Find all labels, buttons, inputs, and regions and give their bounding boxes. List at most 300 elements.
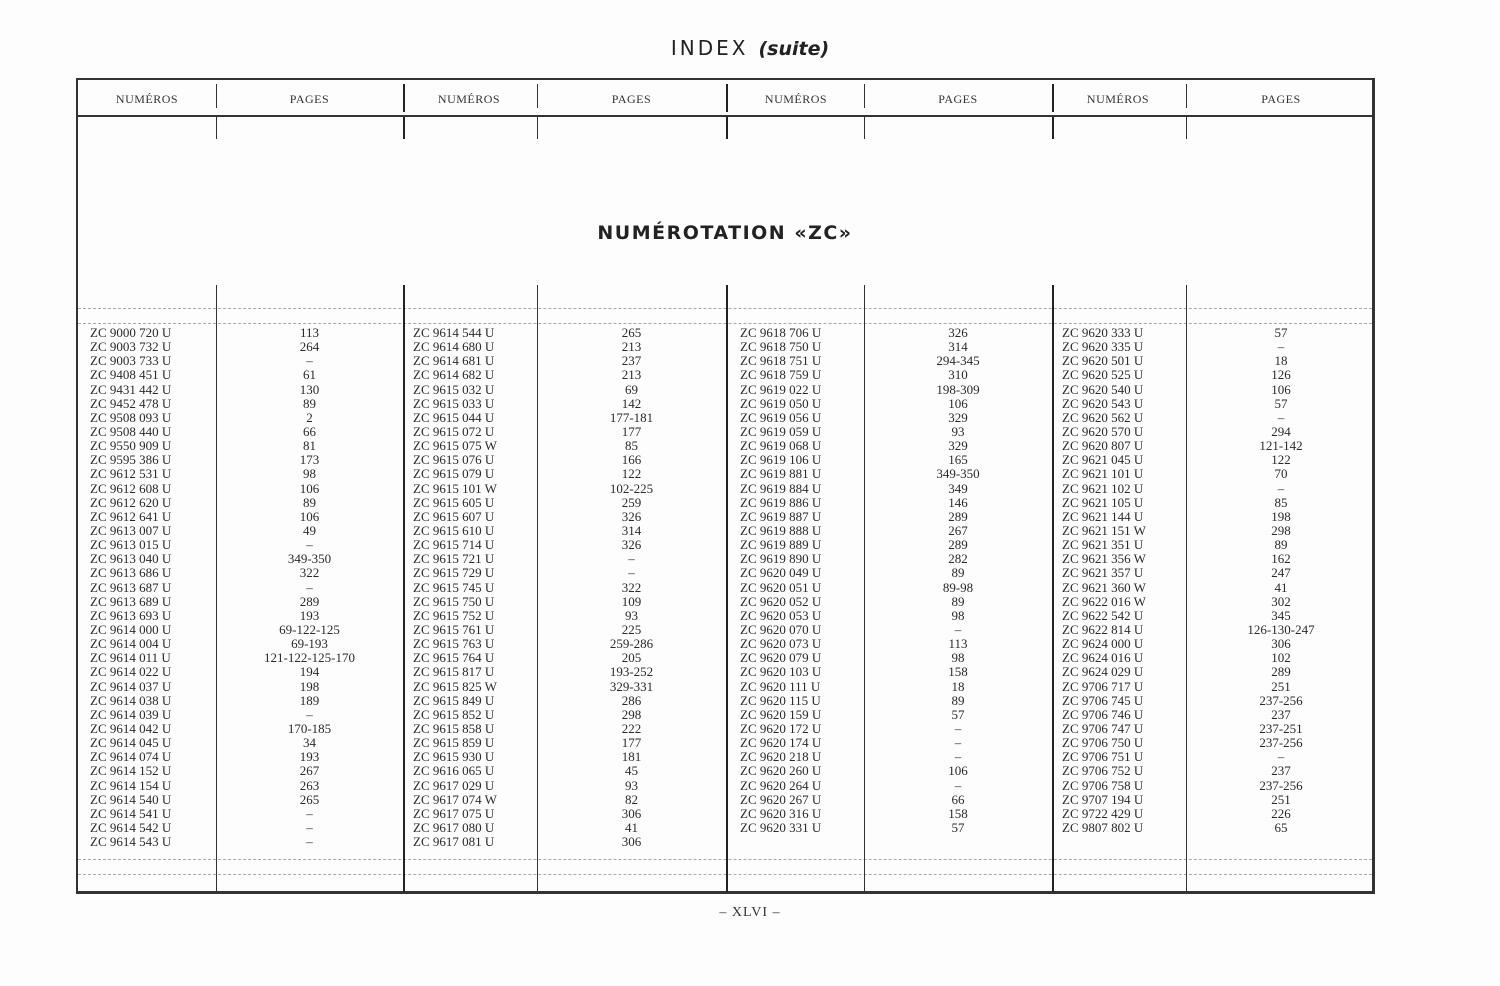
entry-number: ZC 9613 007 U — [90, 522, 172, 538]
entry-pages: 121-122-125-170 — [264, 650, 355, 666]
entry-pages: 57 — [1274, 395, 1288, 411]
header-numeros-1: NUMÉROS — [115, 92, 179, 106]
entry-pages: – — [306, 819, 313, 835]
entry-number: ZC 9620 172 U — [740, 720, 822, 736]
group-divider — [726, 117, 728, 139]
dashed-rule-bottom-2 — [78, 874, 1372, 875]
entry-number: ZC 9615 605 U — [413, 494, 495, 510]
entry-number: ZC 9620 174 U — [740, 735, 822, 751]
entry-number: ZC 9620 264 U — [740, 777, 822, 793]
entry-number: ZC 9431 442 U — [90, 381, 172, 397]
entry-number: ZC 9617 080 U — [413, 819, 495, 835]
entry-number: ZC 9620 525 U — [1062, 367, 1144, 383]
entry-pages: 98 — [951, 650, 965, 666]
header-numeros-4: NUMÉROS — [1086, 92, 1150, 106]
entry-pages: 306 — [621, 805, 642, 821]
entry-pages: 41 — [625, 819, 638, 835]
entry-pages: 349-350 — [287, 551, 332, 567]
dashed-rule-top — [78, 308, 1372, 309]
entry-number: ZC 9617 074 W — [413, 791, 497, 807]
entry-pages: 181 — [621, 749, 642, 765]
entry-pages: 121-142 — [1259, 438, 1303, 454]
entry-number: ZC 9614 039 U — [90, 706, 172, 722]
entry-pages: 177 — [621, 735, 642, 751]
entry-number: ZC 9619 887 U — [740, 508, 822, 524]
entry-pages: 130 — [299, 381, 320, 397]
entry-pages: 93 — [625, 777, 638, 793]
entry-number: ZC 9706 747 U — [1062, 720, 1144, 736]
header-pages-2: PAGES — [611, 92, 652, 106]
entry-number: ZC 9614 011 U — [90, 650, 171, 666]
entry-number: ZC 9624 000 U — [1062, 636, 1144, 652]
entry-number: ZC 9614 074 U — [90, 749, 172, 765]
entry-pages: 225 — [621, 621, 642, 637]
entry-number: ZC 9613 693 U — [90, 607, 172, 623]
entry-pages: 282 — [948, 551, 968, 567]
entry-pages: 289 — [1271, 664, 1291, 680]
entry-number: ZC 9707 194 U — [1062, 791, 1144, 807]
entry-number: ZC 9619 886 U — [740, 494, 822, 510]
entry-pages: 267 — [299, 763, 320, 779]
entry-pages: 349 — [948, 480, 968, 496]
entry-number: ZC 9615 752 U — [413, 607, 495, 623]
entry-number: ZC 9624 029 U — [1062, 664, 1144, 680]
entry-pages: – — [954, 720, 962, 736]
entry-pages: 69-193 — [291, 636, 328, 652]
entry-number: ZC 9619 056 U — [740, 409, 822, 425]
entry-pages: 213 — [621, 339, 642, 355]
entry-pages: 106 — [299, 480, 320, 496]
entry-number: ZC 9615 729 U — [413, 565, 495, 581]
entry-pages: 289 — [948, 537, 968, 553]
entry-number: ZC 9706 717 U — [1062, 678, 1144, 694]
column-divider — [864, 84, 865, 108]
entry-number: ZC 9620 260 U — [740, 763, 822, 779]
entry-number: ZC 9619 889 U — [740, 537, 822, 553]
header-pages-3: PAGES — [938, 92, 978, 106]
entry-pages: 41 — [1274, 579, 1288, 595]
column-divider — [1186, 84, 1187, 108]
entry-number: ZC 9620 051 U — [740, 579, 822, 595]
entry-pages: 349-350 — [936, 466, 980, 482]
entry-number: ZC 9620 218 U — [740, 749, 822, 765]
numeros-column-4 — [1062, 326, 1186, 835]
page-folio: – XLVI – — [719, 905, 781, 920]
entry-number: ZC 9615 607 U — [413, 508, 495, 524]
entry-pages: 122 — [1271, 452, 1291, 468]
entry-number: ZC 9619 884 U — [740, 480, 822, 496]
entry-number: ZC 9621 105 U — [1062, 494, 1144, 510]
entry-number: ZC 9614 045 U — [90, 735, 172, 751]
entry-number: ZC 9620 103 U — [740, 664, 822, 680]
entry-pages: 302 — [1271, 593, 1291, 609]
entry-pages: 45 — [625, 763, 638, 779]
entry-pages: 237-256 — [1259, 735, 1303, 751]
entry-number: ZC 9621 102 U — [1062, 480, 1144, 496]
entry-pages: 267 — [948, 522, 968, 538]
entry-number: ZC 9621 351 U — [1062, 537, 1144, 553]
entry-pages: 263 — [299, 777, 320, 793]
entry-number: ZC 9452 478 U — [90, 395, 172, 411]
entry-number: ZC 9620 331 U — [740, 819, 822, 835]
entry-number: ZC 9614 544 U — [413, 325, 495, 340]
entry-pages: 326 — [621, 508, 642, 524]
entry-pages: 198 — [299, 678, 320, 694]
entry-number: ZC 9614 042 U — [90, 720, 172, 736]
entry-pages: 98 — [303, 466, 316, 482]
column-divider — [537, 84, 538, 108]
entry-pages: – — [306, 579, 313, 595]
entry-pages: 93 — [625, 607, 638, 623]
entry-pages: 82 — [625, 791, 638, 807]
column-divider — [1186, 117, 1187, 139]
entry-pages: 102 — [1271, 650, 1291, 666]
entry-pages: 259-286 — [609, 636, 654, 652]
entry-pages: – — [1277, 339, 1285, 355]
entry-number: ZC 9615 745 U — [413, 579, 495, 595]
entry-number: ZC 9620 543 U — [1062, 395, 1144, 411]
pages-column-2 — [537, 326, 726, 849]
entry-pages: 158 — [948, 805, 968, 821]
entry-number: ZC 9722 429 U — [1062, 805, 1144, 821]
entry-number: ZC 9621 360 W — [1062, 579, 1146, 595]
entry-pages: 89 — [303, 494, 316, 510]
entry-pages: 173 — [299, 452, 320, 468]
entry-pages: 162 — [1271, 551, 1291, 567]
entry-number: ZC 9595 386 U — [90, 452, 172, 468]
entry-number: ZC 9620 335 U — [1062, 339, 1144, 355]
entry-number: ZC 9706 746 U — [1062, 706, 1144, 722]
entry-number: ZC 9620 501 U — [1062, 353, 1144, 369]
entry-pages: 289 — [299, 593, 320, 609]
entry-number: ZC 9620 316 U — [740, 805, 822, 821]
entry-pages: 326 — [621, 537, 642, 553]
entry-pages: 251 — [1271, 678, 1291, 694]
entry-number: ZC 9613 040 U — [90, 551, 172, 567]
entry-pages: 298 — [1271, 522, 1291, 538]
entry-number: ZC 9619 022 U — [740, 381, 822, 397]
entry-pages: – — [306, 805, 313, 821]
entry-pages: 126-130-247 — [1247, 621, 1315, 637]
entry-number: ZC 9613 686 U — [90, 565, 172, 581]
entry-pages: 326 — [948, 325, 968, 340]
entry-number: ZC 9624 016 U — [1062, 650, 1144, 666]
entry-pages: – — [1277, 480, 1285, 496]
entry-pages: 89 — [303, 395, 316, 411]
entry-number: ZC 9706 751 U — [1062, 749, 1144, 765]
entry-number: ZC 9612 608 U — [90, 480, 172, 496]
entry-pages: 259 — [621, 494, 642, 510]
index-table — [76, 78, 1375, 894]
entry-number: ZC 9615 079 U — [413, 466, 495, 482]
group-divider — [403, 285, 405, 892]
entry-number: ZC 9618 751 U — [740, 353, 822, 369]
numeros-column-1 — [90, 326, 215, 849]
entry-number: ZC 9618 706 U — [740, 325, 822, 340]
entry-pages: 205 — [621, 650, 642, 666]
page-title-main: INDEX — [670, 36, 749, 60]
entry-number: ZC 9614 541 U — [90, 805, 172, 821]
entry-number: ZC 9620 115 U — [740, 692, 821, 708]
entry-pages: 122 — [621, 466, 642, 482]
entry-number: ZC 9615 075 W — [413, 438, 497, 454]
entry-pages: 126 — [1271, 367, 1291, 383]
entry-pages: 66 — [303, 423, 316, 439]
entry-pages: 89-98 — [942, 579, 974, 595]
entry-pages: 189 — [299, 692, 320, 708]
entry-number: ZC 9615 044 U — [413, 409, 495, 425]
entry-pages: 70 — [1274, 466, 1288, 482]
entry-pages: 61 — [303, 367, 316, 383]
group-divider — [1052, 117, 1054, 139]
entry-number: ZC 9620 540 U — [1062, 381, 1144, 397]
entry-pages: 89 — [951, 565, 965, 581]
pages-column-3 — [864, 326, 1052, 835]
entry-number: ZC 9617 075 U — [413, 805, 495, 821]
entry-pages: 306 — [621, 834, 642, 850]
entry-number: ZC 9615 761 U — [413, 621, 495, 637]
header-pages-4: PAGES — [1261, 92, 1301, 106]
dashed-rule-top-2 — [78, 323, 1372, 324]
entry-pages: 158 — [948, 664, 968, 680]
entry-number: ZC 9613 687 U — [90, 579, 172, 595]
entry-pages: 329 — [948, 409, 968, 425]
entry-number: ZC 9613 689 U — [90, 593, 172, 609]
entry-number: ZC 9615 930 U — [413, 749, 495, 765]
group-divider — [726, 285, 728, 892]
entry-pages: 34 — [303, 735, 316, 751]
entry-number: ZC 9619 890 U — [740, 551, 822, 567]
entry-number: ZC 9621 356 W — [1062, 551, 1146, 567]
column-divider — [537, 117, 538, 139]
entry-number: ZC 9614 542 U — [90, 819, 172, 835]
entry-number: ZC 9614 004 U — [90, 636, 172, 652]
entry-number: ZC 9615 859 U — [413, 735, 495, 751]
entry-pages: 193-252 — [609, 664, 654, 680]
entry-pages: – — [954, 621, 962, 637]
entry-pages: – — [954, 749, 962, 765]
entry-number: ZC 9615 101 W — [413, 480, 497, 496]
entry-number: ZC 9615 763 U — [413, 636, 495, 652]
entry-number: ZC 9620 053 U — [740, 607, 822, 623]
entry-pages: 81 — [303, 438, 316, 454]
entry-pages: 170-185 — [287, 720, 332, 736]
pages-column-4 — [1186, 326, 1376, 835]
entry-pages: 264 — [299, 339, 320, 355]
entry-number: ZC 9615 076 U — [413, 452, 495, 468]
page-title — [0, 36, 1500, 60]
entry-pages: – — [628, 551, 635, 567]
entry-number: ZC 9614 682 U — [413, 367, 495, 383]
entry-number: ZC 9614 543 U — [90, 834, 172, 850]
entry-number: ZC 9615 610 U — [413, 522, 495, 538]
entry-pages: 66 — [951, 791, 965, 807]
entry-pages: 18 — [951, 678, 965, 694]
entry-pages: – — [306, 706, 313, 722]
entry-pages: 193 — [299, 607, 320, 623]
entry-pages: 237 — [621, 353, 642, 369]
entry-number: ZC 9620 070 U — [740, 621, 822, 637]
entry-number: ZC 9614 038 U — [90, 692, 172, 708]
entry-pages: – — [954, 777, 962, 793]
entry-number: ZC 9614 681 U — [413, 353, 495, 369]
entry-pages: 251 — [1271, 791, 1291, 807]
entry-number: ZC 9621 151 W — [1062, 522, 1146, 538]
entry-number: ZC 9620 111 U — [740, 678, 821, 694]
entry-number: ZC 9620 049 U — [740, 565, 822, 581]
entry-pages: 314 — [948, 339, 968, 355]
entry-number: ZC 9612 641 U — [90, 508, 172, 524]
entry-number: ZC 9620 073 U — [740, 636, 822, 652]
entry-pages: 294-345 — [936, 353, 980, 369]
entry-pages: 109 — [621, 593, 642, 609]
entry-pages: 247 — [1271, 565, 1291, 581]
entry-number: ZC 9614 680 U — [413, 339, 495, 355]
entry-pages: 142 — [621, 395, 642, 411]
entry-pages: 85 — [1274, 494, 1288, 510]
entry-number: ZC 9615 764 U — [413, 650, 495, 666]
dashed-rule-bottom — [78, 859, 1372, 860]
entry-pages: 298 — [621, 706, 642, 722]
entry-number: ZC 9622 016 W — [1062, 593, 1146, 609]
entry-pages: 69-122-125 — [279, 621, 340, 637]
entry-number: ZC 9620 562 U — [1062, 409, 1144, 425]
entry-number: ZC 9613 015 U — [90, 537, 172, 553]
entry-pages: 294 — [1271, 423, 1291, 439]
entry-number: ZC 9616 065 U — [413, 763, 495, 779]
entry-pages: 322 — [299, 565, 320, 581]
entry-pages: 329 — [948, 438, 968, 454]
header-rule — [78, 115, 1372, 117]
entry-pages: 2 — [306, 409, 313, 425]
entry-pages: 93 — [951, 423, 965, 439]
entry-pages: 165 — [948, 452, 968, 468]
entry-pages: 286 — [621, 692, 642, 708]
entry-number: ZC 9619 881 U — [740, 466, 822, 482]
entry-pages: 166 — [621, 452, 642, 468]
entry-number: ZC 9619 050 U — [740, 395, 822, 411]
header-numeros-2: NUMÉROS — [437, 92, 501, 106]
entry-pages: 106 — [948, 763, 968, 779]
entry-number: ZC 9615 033 U — [413, 395, 495, 411]
entry-pages: 237-256 — [1259, 777, 1303, 793]
entry-number: ZC 9621 101 U — [1062, 466, 1144, 482]
entry-pages: 306 — [1271, 636, 1291, 652]
entry-pages: 85 — [625, 438, 638, 454]
entry-pages: 49 — [303, 522, 316, 538]
numeros-column-2 — [413, 326, 537, 849]
entry-number: ZC 9706 752 U — [1062, 763, 1144, 779]
entry-pages: 322 — [621, 579, 642, 595]
entry-number: ZC 9508 093 U — [90, 409, 172, 425]
entry-number: ZC 9003 732 U — [90, 339, 172, 355]
entry-number: ZC 9615 714 U — [413, 537, 495, 553]
entry-pages: 198 — [1271, 508, 1291, 524]
entry-number: ZC 9617 029 U — [413, 777, 495, 793]
entry-number: ZC 9614 037 U — [90, 678, 172, 694]
entry-pages: – — [1277, 749, 1285, 765]
entry-pages: 265 — [299, 791, 320, 807]
entry-pages: 106 — [299, 508, 320, 524]
entry-number: ZC 9619 888 U — [740, 522, 822, 538]
entry-pages: 289 — [948, 508, 968, 524]
entry-pages: 89 — [951, 593, 965, 609]
entry-number: ZC 9615 032 U — [413, 381, 495, 397]
entry-pages: 89 — [951, 692, 965, 708]
entry-pages: 57 — [951, 706, 965, 722]
entry-number: ZC 9614 000 U — [90, 621, 172, 637]
entry-pages: 113 — [299, 325, 320, 340]
entry-number: ZC 9615 817 U — [413, 664, 495, 680]
entry-pages: 345 — [1271, 607, 1291, 623]
entry-pages: 237-251 — [1259, 720, 1303, 736]
entry-number: ZC 9621 045 U — [1062, 452, 1144, 468]
header-numeros-3: NUMÉROS — [764, 92, 828, 106]
entry-number: ZC 9620 570 U — [1062, 423, 1144, 439]
entry-pages: 314 — [621, 522, 642, 538]
entry-pages: 194 — [299, 664, 320, 680]
entry-number: ZC 9620 159 U — [740, 706, 822, 722]
entry-number: ZC 9615 852 U — [413, 706, 495, 722]
entry-number: ZC 9618 750 U — [740, 339, 822, 355]
group-divider — [1052, 285, 1054, 892]
entry-number: ZC 9621 144 U — [1062, 508, 1144, 524]
entry-pages: 198-309 — [936, 381, 980, 397]
entry-number: ZC 9620 052 U — [740, 593, 822, 609]
entry-pages: 265 — [621, 325, 642, 340]
pages-column-1 — [216, 326, 403, 849]
entry-number: ZC 9614 022 U — [90, 664, 172, 680]
entry-pages: 65 — [1274, 819, 1288, 835]
entry-pages: 106 — [1271, 381, 1291, 397]
entry-number: ZC 9614 540 U — [90, 791, 172, 807]
entry-number: ZC 9622 814 U — [1062, 621, 1144, 637]
entry-number: ZC 9617 081 U — [413, 834, 495, 850]
entry-number: ZC 9706 758 U — [1062, 777, 1144, 793]
entry-number: ZC 9612 620 U — [90, 494, 172, 510]
entry-number: ZC 9615 750 U — [413, 593, 495, 609]
entry-pages: 177-181 — [609, 409, 654, 425]
entry-number: ZC 9408 451 U — [90, 367, 172, 383]
entry-pages: – — [1277, 409, 1285, 425]
entry-pages: 222 — [621, 720, 642, 736]
numeros-column-3 — [740, 326, 864, 835]
entry-pages: 98 — [951, 607, 965, 623]
entry-pages: 69 — [625, 381, 638, 397]
entry-pages: – — [306, 537, 313, 553]
entry-number: ZC 9706 750 U — [1062, 735, 1144, 751]
entry-number: ZC 9000 720 U — [90, 325, 172, 340]
entry-number: ZC 9620 807 U — [1062, 438, 1144, 454]
entry-number: ZC 9619 068 U — [740, 438, 822, 454]
page-title-suite: (suite) — [758, 38, 830, 60]
entry-pages: 113 — [948, 636, 968, 652]
entry-pages: 237-256 — [1259, 692, 1303, 708]
entry-pages: 226 — [1271, 805, 1291, 821]
entry-pages: 89 — [1274, 537, 1288, 553]
entry-pages: 106 — [948, 395, 968, 411]
entry-pages: – — [954, 735, 962, 751]
entry-number: ZC 9706 745 U — [1062, 692, 1144, 708]
column-divider — [864, 117, 865, 139]
entry-number: ZC 9615 849 U — [413, 692, 495, 708]
entry-pages: – — [306, 353, 313, 369]
entry-number: ZC 9615 825 W — [413, 678, 497, 694]
entry-pages: 102-225 — [609, 480, 654, 496]
entry-number: ZC 9508 440 U — [90, 423, 172, 439]
entry-number: ZC 9620 079 U — [740, 650, 822, 666]
entry-pages: 237 — [1271, 706, 1291, 722]
